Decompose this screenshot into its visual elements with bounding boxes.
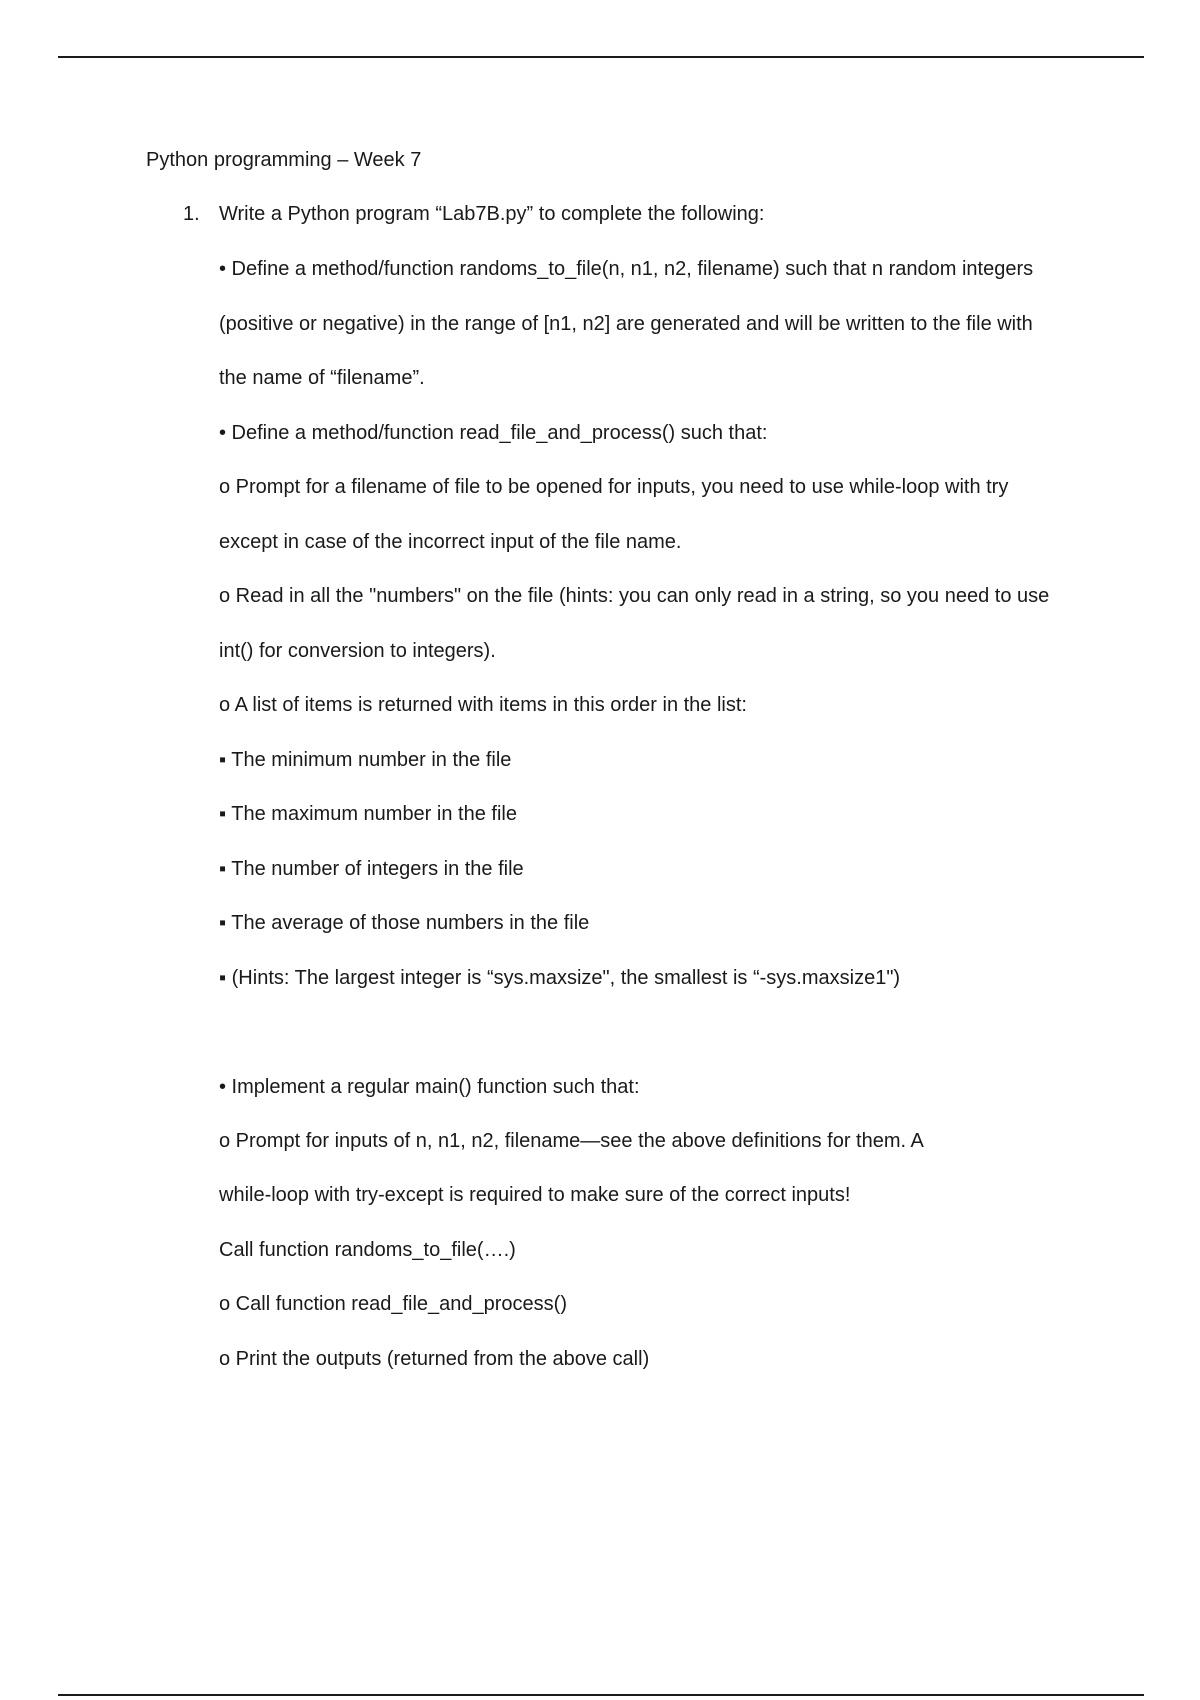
text-line: o Call function read_file_and_process() [219, 1293, 567, 1315]
text-line: o Prompt for a filename of file to be opened for inputs, you need to use while-loop with try [219, 476, 1009, 498]
item-number: 1. [183, 203, 200, 225]
text-line: the name of “filename”. [219, 367, 425, 389]
bottom-rule [58, 1694, 1144, 1696]
document-title: Python programming – Week 7 [146, 149, 422, 171]
text-line: • Implement a regular main() function such that: [219, 1076, 640, 1098]
text-line: • Define a method/function randoms_to_file(n, n1, n2, filename) such that n random integers [219, 258, 1034, 280]
text-line: while-loop with try-except is required to make sure of the correct inputs! [219, 1184, 851, 1206]
text-line: o Prompt for inputs of n, n1, n2, filename—see the above definitions for them. A [219, 1130, 924, 1152]
text-line: Call function randoms_to_file(….) [219, 1239, 516, 1261]
text-line: ▪ (Hints: The largest integer is “sys.maxsize", the smallest is “-sys.maxsize1") [219, 967, 901, 989]
text-line: o A list of items is returned with items in this order in the list: [219, 694, 747, 716]
text-line: ▪ The maximum number in the file [219, 803, 517, 825]
top-rule [58, 56, 1144, 58]
text-line: ▪ The number of integers in the file [219, 858, 524, 880]
text-line: • Define a method/function read_file_and_process() such that: [219, 422, 768, 444]
text-line: o Print the outputs (returned from the above call) [219, 1348, 650, 1370]
text-line: o Read in all the "numbers" on the file (hints: you can only read in a string, so you need to use [219, 585, 1050, 607]
text-line: ▪ The minimum number in the file [219, 749, 512, 771]
text-line: int() for conversion to integers). [219, 640, 496, 662]
item-heading: Write a Python program “Lab7B.py” to complete the following: [219, 203, 765, 225]
text-line: (positive or negative) in the range of [n1, n2] are generated and will be written to the file with [219, 313, 1033, 335]
text-line: except in case of the incorrect input of the file name. [219, 531, 682, 553]
text-line: ▪ The average of those numbers in the file [219, 912, 590, 934]
